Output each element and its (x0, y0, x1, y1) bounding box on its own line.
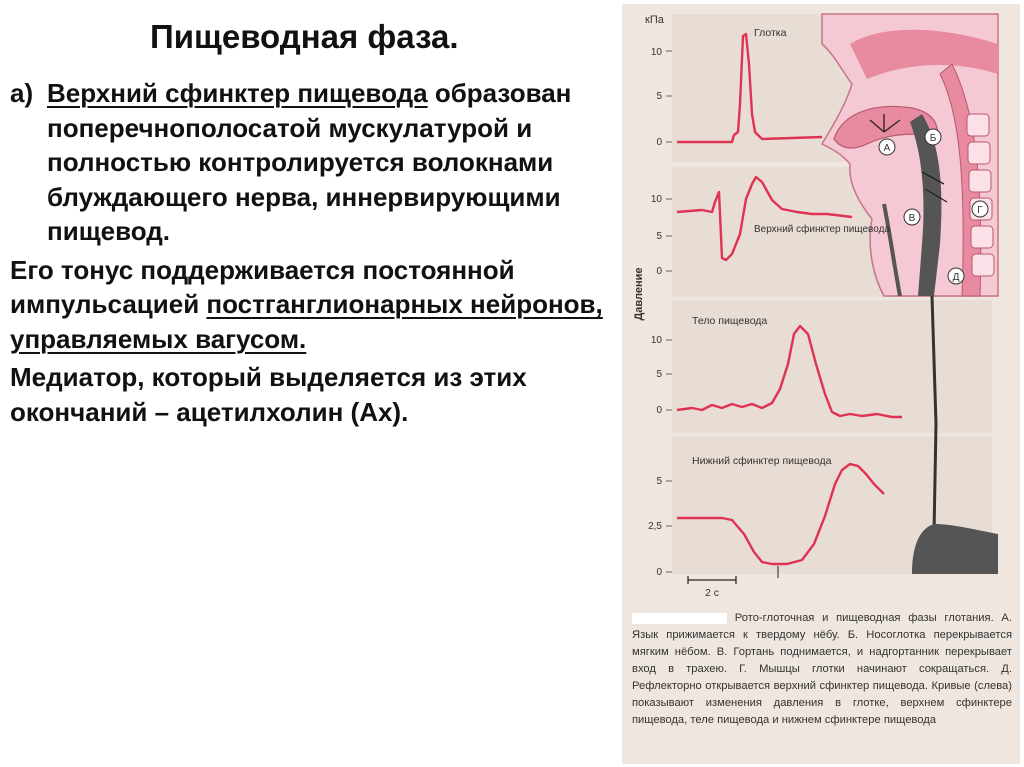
anatomy-letter-a: А (883, 143, 891, 154)
paragraph-tone (10, 253, 610, 357)
tick-p4-0: 0 (656, 567, 662, 578)
tick-p2-10: 10 (650, 194, 662, 205)
tone-text: Его тонус поддерживается постоянной импульсацией (10, 254, 515, 319)
swallowing-figure (622, 4, 1020, 764)
list-marker: а) (10, 78, 34, 108)
anatomy-letter-d: Д (952, 272, 960, 283)
postganglionic-term: постганглионарных нейронов, управляемых вагусом. (10, 289, 603, 354)
tick-p2-5: 5 (656, 231, 662, 242)
upper-sphincter-description: образован поперечнополосатой мускулатурой и полностью контролируется волокнами блуждающего нерва, иннервирующими пищевод. (47, 78, 572, 246)
tick-p2-0: 0 (656, 266, 662, 277)
paragraph-mediator (10, 360, 610, 429)
unit-label: кПа (645, 14, 664, 26)
caption-text: Рото-глоточная и пищеводная фазы глотания. А. Язык прижимается к твердому нёбу. Б. Носоглотка перекрывается мягким нёбом. В. Гортань поднимается, и надгортанник перекрывает вход в трахею. Г. Мышцы глотки начинают сокращаться. Д. Рефлекторно открывается верхний сфинктер пищевода. Кривые (слева) показывают изменения давления в глотке, верхнем сфинктере пищевода, теле пищевода и нижнем сфинктере пищевода (632, 612, 1013, 726)
panel-label-ues (754, 223, 890, 235)
slide-title: Пищеводная фаза. (150, 18, 459, 55)
stomach-shape (912, 524, 998, 574)
panel-label-body: Тело пищевода (692, 315, 768, 327)
paragraph-upper-sphincter-text (10, 76, 610, 249)
panel-label-ues-text: Верхний сфинктер пищевода (754, 224, 890, 235)
time-scale-label: 2 с (704, 587, 720, 599)
axis-ticks (666, 51, 672, 572)
tick-p1-10: 10 (650, 47, 662, 58)
panel-label-les: Нижний сфинктер пищевода (692, 455, 832, 467)
figure-caption (632, 610, 1012, 729)
panel-label-pharynx: Глотка (754, 27, 787, 39)
anatomy-letter-b: Б (929, 133, 937, 144)
tick-p4-5: 5 (656, 476, 662, 487)
y-axis-label: Давление (633, 267, 645, 321)
tick-p3-0: 0 (656, 405, 662, 416)
anatomy-letter-v: В (908, 213, 916, 224)
caption-figure-number-box (632, 613, 727, 624)
tick-p3-5: 5 (656, 369, 662, 380)
upper-sphincter-term: Верхний сфинктер пищевода (47, 78, 428, 108)
tick-p1-0: 0 (656, 137, 662, 148)
tick-p3-10: 10 (650, 335, 662, 346)
body-text (10, 76, 610, 429)
tick-p4-2-5: 2,5 (648, 521, 662, 532)
mediator-text: Медиатор, который выделяется из этих окончаний – ацетилхолин (Ах). (10, 362, 527, 427)
paragraph-upper-sphincter (10, 76, 610, 249)
anatomy-letter-g: Г (977, 205, 983, 216)
time-scale-bar (688, 576, 736, 584)
tick-p1-5: 5 (656, 91, 662, 102)
